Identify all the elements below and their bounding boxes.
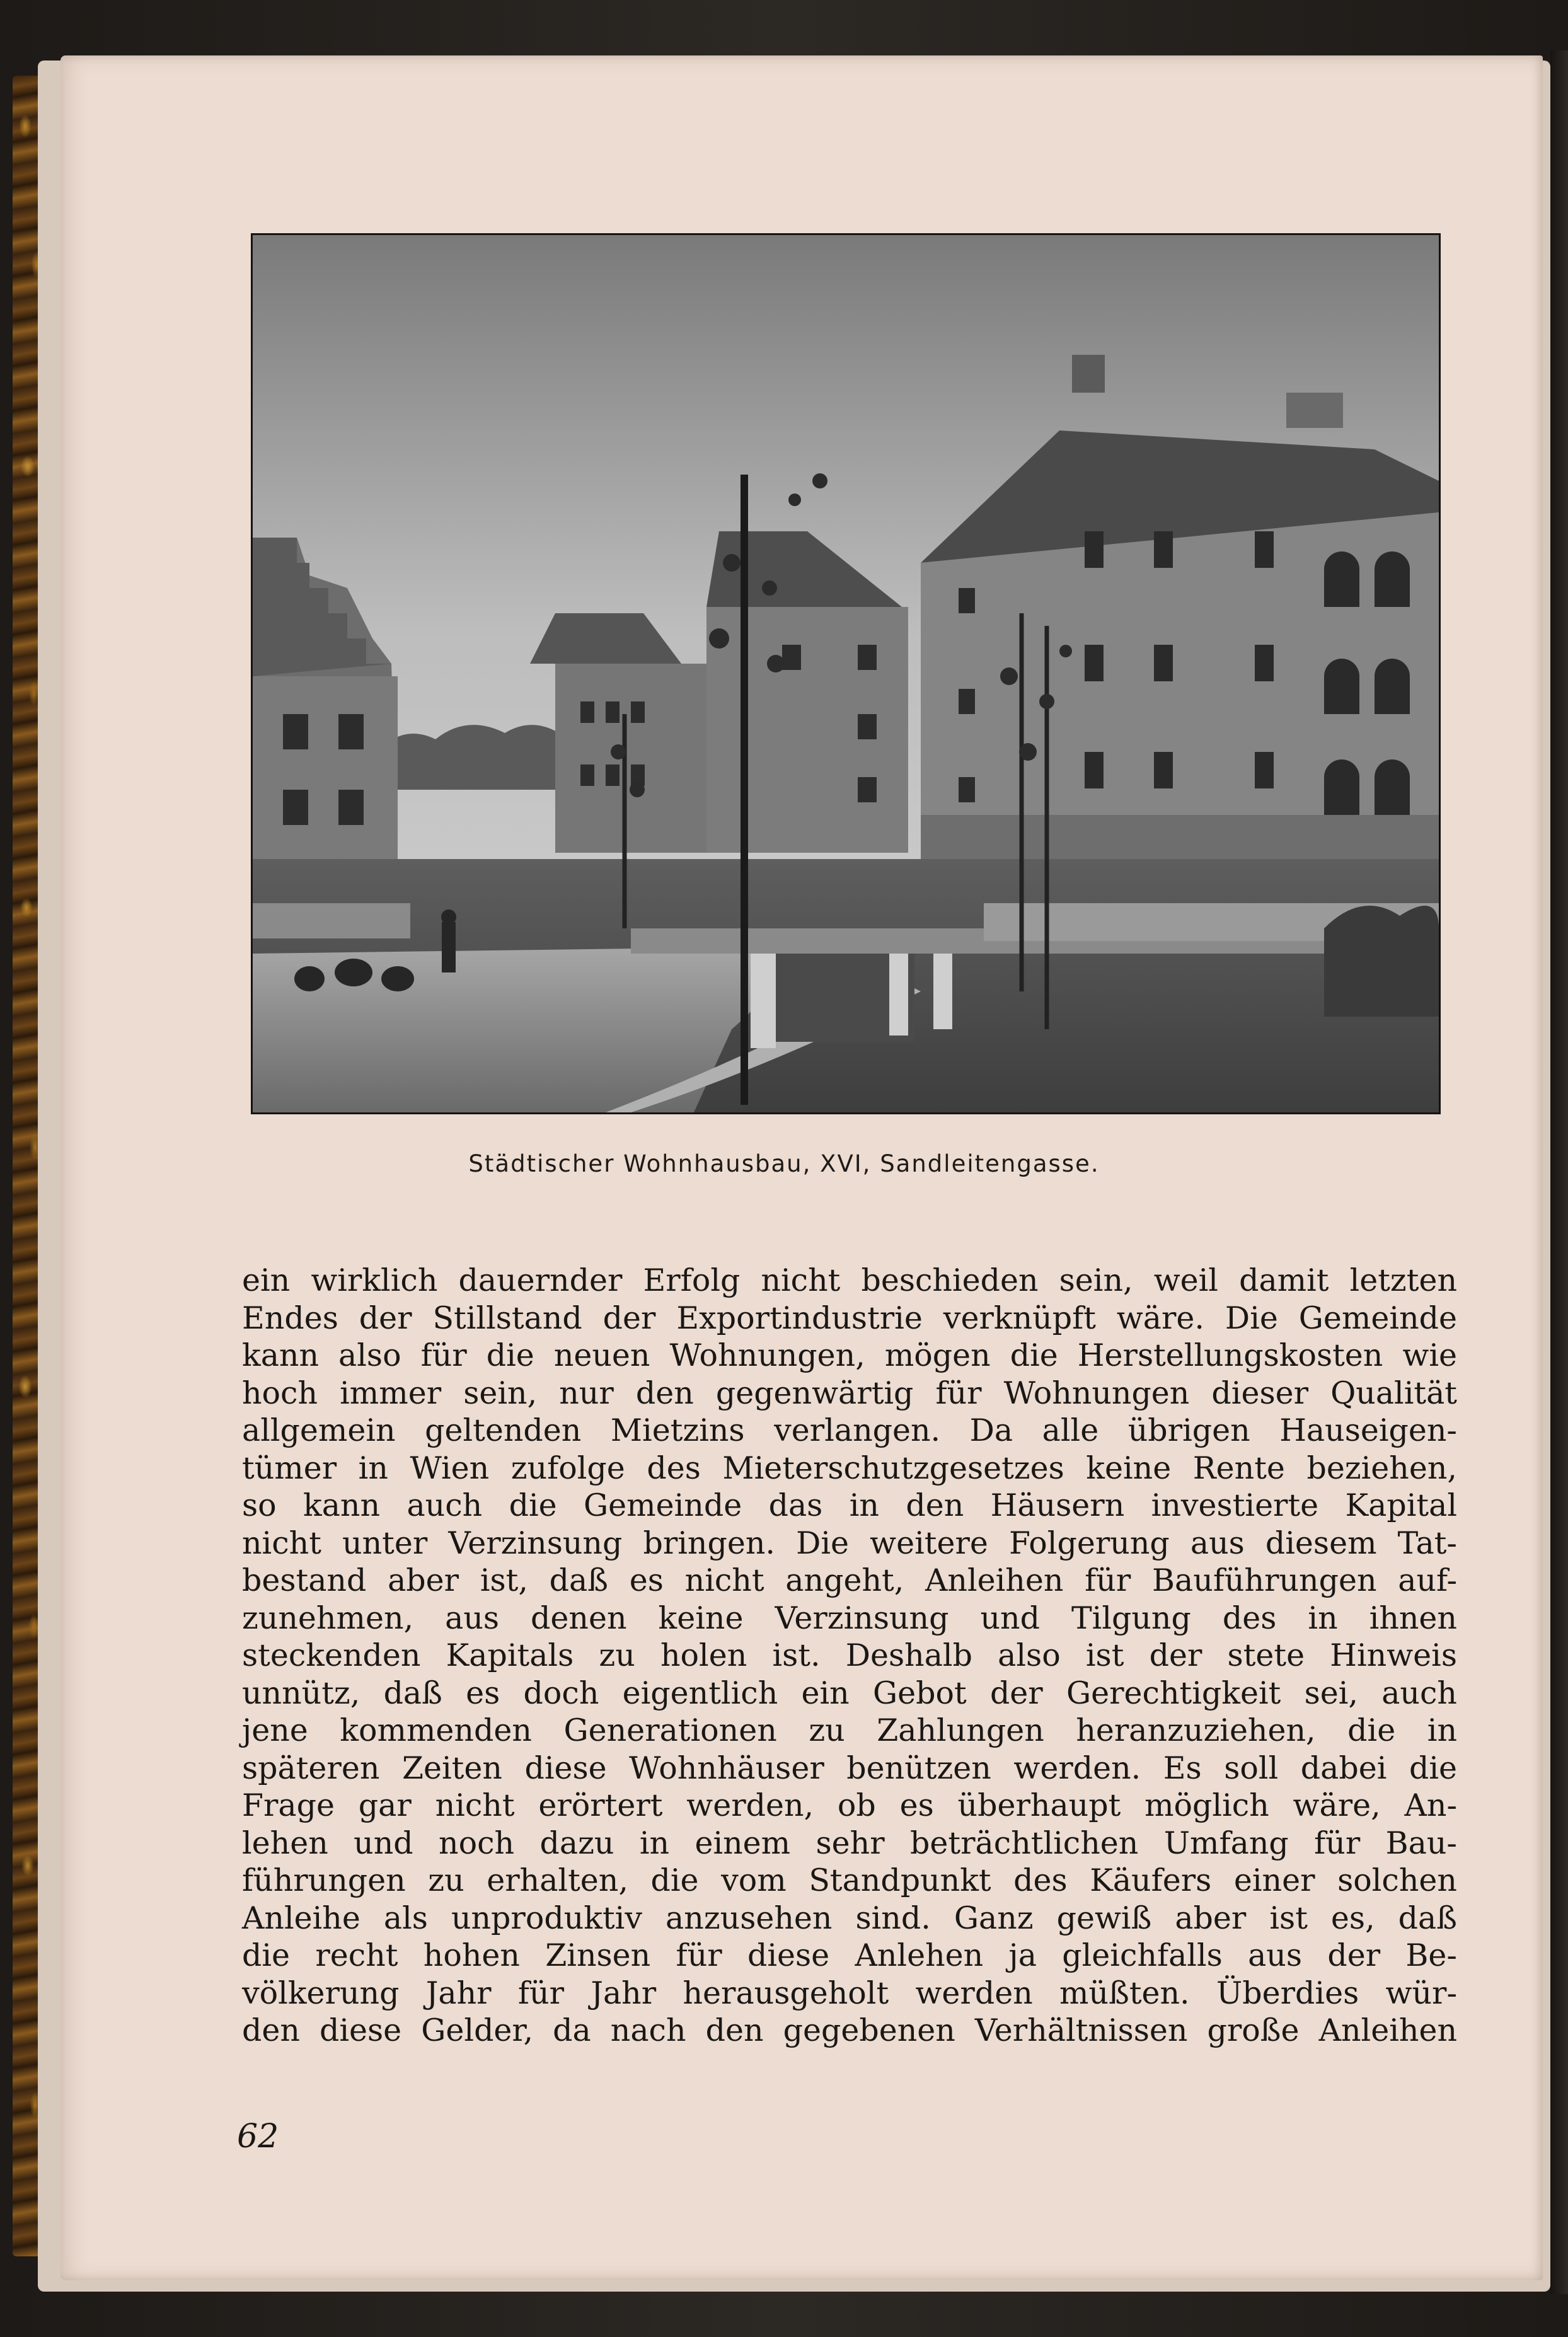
text-line: Anleihe als unproduktiv anzusehen sind. Ganz gewiß aber ist es, daß <box>242 1900 1457 1936</box>
text-line: die recht hohen Zinsen für diese Anlehen ja gleichfalls aus der Be- <box>242 1937 1457 1973</box>
text-line: steckenden Kapitals zu holen ist. Deshalb also ist der stete Hinweis <box>242 1637 1457 1673</box>
text-line: unnütz, daß es doch eigentlich ein Gebot der Gerechtigkeit sei, auch <box>242 1675 1457 1711</box>
page-number: 62 <box>237 2118 279 2155</box>
text-line: hoch immer sein, nur den gegenwärtig für Wohnungen dieser Qualität <box>242 1375 1457 1411</box>
text-line: kann also für die neuen Wohnungen, mögen die Herstellungskosten wie <box>242 1337 1457 1373</box>
text-line: jene kommenden Generationen zu Zahlungen heranzuziehen, die in <box>242 1712 1457 1748</box>
text-line: so kann auch die Gemeinde das in den Häusern investierte Kapital <box>242 1487 1457 1523</box>
text-line: bestand aber ist, daß es nicht angeht, Anleihen für Bauführungen auf- <box>242 1562 1457 1598</box>
text-line: ein wirklich dauernder Erfolg nicht beschieden sein, weil damit letzten <box>242 1262 1457 1298</box>
text-line: Endes der Stillstand der Exportindustrie verknüpft wäre. Die Gemeinde <box>242 1300 1457 1336</box>
body-text <box>242 1262 1457 2050</box>
text-line: späteren Zeiten diese Wohnhäuser benützen werden. Es soll dabei die <box>242 1750 1457 1786</box>
text-line: führungen zu erhalten, die vom Standpunkt des Käufers einer solchen <box>242 1862 1457 1898</box>
text-line: allgemein geltenden Mietzins verlangen. Da alle übrigen Hauseigen- <box>242 1412 1457 1448</box>
text-line: Frage gar nicht erörtert werden, ob es überhaupt möglich wäre, An- <box>242 1787 1457 1823</box>
text-line: völkerung Jahr für Jahr herausgeholt werden müßten. Überdies wür- <box>242 1975 1457 2011</box>
photo-caption: Städtischer Wohnhausbau, XVI, Sandleitengasse. <box>468 1150 1100 1177</box>
housing-estate-photo <box>251 233 1441 1114</box>
text-line: nicht unter Verzinsung bringen. Die weitere Folgerung aus diesem Tat- <box>242 1525 1457 1561</box>
text-line: zunehmen, aus denen keine Verzinsung und Tilgung des in ihnen <box>242 1600 1457 1636</box>
text-line: lehen und noch dazu in einem sehr beträchtlichen Umfang für Bau- <box>242 1825 1457 1861</box>
text-line: tümer in Wien zufolge des Mieterschutzgesetzes keine Rente beziehen, <box>242 1450 1457 1486</box>
text-line: den diese Gelder, da nach den gegebenen Verhältnissen große Anleihen <box>242 2012 1457 2048</box>
